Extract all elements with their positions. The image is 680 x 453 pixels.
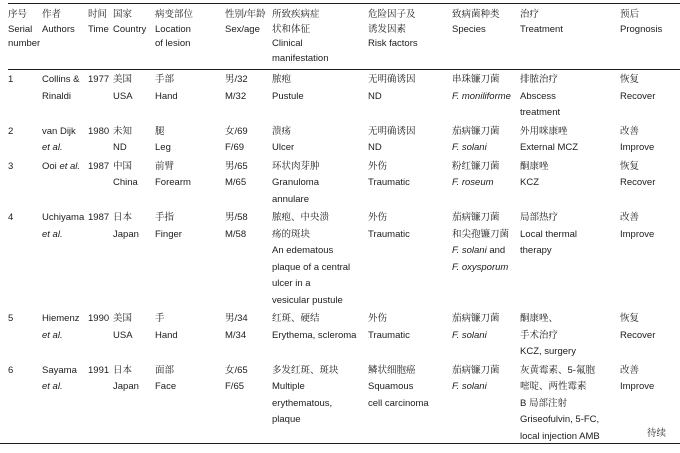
cell-country	[113, 70, 155, 122]
cell-prognosis-line: Improve	[620, 142, 655, 153]
cell-prognosis	[620, 122, 680, 157]
cell-treatment-line: 酮康唑	[520, 160, 549, 172]
cell-time-line: 1980	[88, 125, 110, 137]
cell-location-line: 腿	[155, 125, 165, 137]
cell-clinical	[272, 122, 368, 157]
cell-country-line: 未知	[113, 125, 133, 137]
cell-country-line: 美国	[113, 74, 133, 85]
column-header-time-line: 时间	[88, 9, 108, 20]
cell-clinical-line: 脓疱	[272, 74, 292, 85]
column-header-clinical-line: Clinical	[272, 38, 303, 49]
column-header-prognosis	[620, 4, 680, 70]
table-row	[8, 157, 680, 209]
cell-country-line: 中国	[113, 160, 133, 172]
cell-risk-factors-line: 无明确诱因	[368, 125, 416, 137]
cell-sex-age	[225, 122, 272, 157]
cell-sex-age	[225, 70, 272, 122]
cell-treatment-line: KCZ	[520, 177, 539, 188]
cell-country-line: ND	[113, 142, 127, 153]
cell-risk-factors	[368, 309, 452, 361]
cell-location-line: 手指	[155, 212, 175, 223]
cell-time	[88, 122, 113, 157]
cell-clinical-line: plaque of a central	[272, 261, 351, 273]
cell-authors	[42, 309, 88, 361]
cell-serial	[8, 157, 42, 209]
header-row	[8, 4, 680, 70]
cell-species-line: F. solani	[452, 381, 487, 392]
cell-country-line: USA	[113, 329, 133, 341]
cell-location-line: Forearm	[155, 177, 191, 188]
cell-country	[113, 309, 155, 361]
cell-risk-factors	[368, 361, 452, 446]
cell-species	[452, 70, 520, 122]
bottom-border-line	[0, 443, 680, 444]
cell-authors-line: et al.	[42, 329, 63, 341]
cell-risk-factors-line: ND	[368, 142, 382, 153]
cell-serial-line: 4	[8, 212, 14, 223]
cell-risk-factors-line: 外伤	[368, 313, 388, 324]
cell-treatment	[520, 361, 620, 446]
cell-authors-line: et al.	[42, 142, 63, 153]
cell-risk-factors-line: 鳞状细胞癌	[368, 364, 416, 376]
cell-location-line: 手部	[155, 74, 175, 85]
cell-serial-line: 3	[8, 160, 14, 172]
cell-risk-factors	[368, 208, 452, 309]
cell-species-line: F. solani and	[452, 245, 506, 256]
column-header-clinical-line: 状和体征	[272, 23, 311, 35]
column-header-sex-age	[225, 4, 272, 70]
cell-treatment	[520, 208, 620, 309]
cell-location-line: Finger	[155, 228, 182, 240]
cell-risk-factors-line: Squamous	[368, 381, 414, 392]
cell-treatment-line: Griseofulvin, 5-FC,	[520, 414, 600, 425]
cell-prognosis	[620, 208, 680, 309]
column-header-sex-age-line: 性别/年龄	[225, 9, 266, 20]
cell-time-line: 1977	[88, 74, 110, 85]
cell-treatment-line: B 局部注射	[520, 397, 567, 409]
cell-clinical-line: 多发红斑、斑块	[272, 364, 339, 376]
cell-species-line: 粉红镰刀菌	[452, 160, 500, 172]
cell-clinical-line: Granuloma	[272, 177, 319, 188]
column-header-time-line: Time	[88, 23, 109, 35]
cell-sex-age-line: M/65	[225, 177, 247, 188]
column-header-prognosis-line: Prognosis	[620, 23, 663, 35]
cell-time	[88, 70, 113, 122]
cell-time	[88, 309, 113, 361]
cell-authors-line: Sayama	[42, 364, 77, 376]
cell-serial	[8, 122, 42, 157]
cell-treatment-line: treatment	[520, 107, 561, 118]
cell-location-line: Hand	[155, 90, 178, 102]
cell-authors	[42, 122, 88, 157]
cell-treatment-line: local injection AMB	[520, 430, 600, 442]
cell-time	[88, 361, 113, 446]
column-header-serial-line: Serial	[8, 23, 33, 35]
cell-sex-age	[225, 208, 272, 309]
cell-serial-line: 5	[8, 313, 14, 324]
cell-prognosis-line: 改善	[620, 364, 640, 376]
cell-risk-factors-line: Traumatic	[368, 228, 410, 240]
cell-clinical-line: 红斑、硬结	[272, 313, 320, 324]
cell-location	[155, 208, 225, 309]
cell-prognosis-line: Improve	[620, 228, 655, 240]
cell-authors-line: Collins &	[42, 74, 80, 85]
cell-time	[88, 157, 113, 209]
cell-treatment-line: 手术治疗	[520, 329, 559, 341]
cell-sex-age-line: 男/58	[225, 212, 248, 223]
cell-risk-factors	[368, 70, 452, 122]
table-row	[8, 361, 680, 446]
cell-sex-age-line: M/32	[225, 90, 247, 102]
cell-risk-factors-line: 外伤	[368, 160, 388, 172]
cell-serial-line: 6	[8, 364, 14, 376]
cell-treatment-line: 局部热疗	[520, 212, 559, 223]
cell-country-line: USA	[113, 90, 133, 102]
cell-clinical-line: 脓疱、中央溃	[272, 212, 330, 223]
cell-species	[452, 309, 520, 361]
column-header-species-line: Species	[452, 23, 486, 35]
table-body	[8, 70, 680, 446]
cell-clinical-line: 环状肉芽肿	[272, 160, 320, 172]
cell-serial	[8, 70, 42, 122]
column-header-treatment-line: Treatment	[520, 23, 563, 35]
cell-clinical-line: Multiple	[272, 381, 305, 392]
column-header-serial-line: number	[8, 38, 41, 49]
cell-clinical-line: 溃疡	[272, 125, 292, 137]
cell-authors	[42, 157, 88, 209]
table-row	[8, 208, 680, 309]
cell-serial	[8, 361, 42, 446]
cell-location-line: Face	[155, 381, 177, 392]
cell-location-line: 面部	[155, 364, 175, 376]
cell-risk-factors-line: 外伤	[368, 212, 388, 223]
cell-authors-line: Hiemenz	[42, 313, 80, 324]
column-header-country	[113, 4, 155, 70]
cell-country	[113, 361, 155, 446]
cell-risk-factors	[368, 157, 452, 209]
cell-location	[155, 70, 225, 122]
cell-clinical-line: An edematous	[272, 245, 334, 256]
cell-clinical	[272, 361, 368, 446]
cell-sex-age-line: 女/69	[225, 125, 248, 137]
table-header	[8, 4, 680, 70]
cell-sex-age-line: F/65	[225, 381, 245, 392]
column-header-treatment	[520, 4, 620, 70]
cell-serial-line: 1	[8, 74, 14, 85]
column-header-prognosis-line: 预后	[620, 9, 640, 20]
cell-country-line: 美国	[113, 313, 133, 324]
cell-species-line: F. moniliforme	[452, 90, 511, 102]
case-report-table	[8, 3, 680, 445]
cell-species-line: 茄病镰刀菌	[452, 313, 500, 324]
cell-authors-line: Ooi et al.	[42, 160, 81, 172]
cell-sex-age	[225, 157, 272, 209]
column-header-location-line: of lesion	[155, 38, 191, 49]
cell-location-line: 手	[155, 313, 165, 324]
cell-clinical-line: Pustule	[272, 90, 304, 102]
cell-treatment-line: 灰黄霉素、5-氟胞	[520, 364, 595, 376]
cell-authors	[42, 361, 88, 446]
table-row	[8, 122, 680, 157]
cell-clinical-line: Erythema, scleroma	[272, 329, 357, 341]
column-header-risk-factors-line: Risk factors	[368, 38, 418, 49]
cell-country-line: China	[113, 177, 138, 188]
cell-species-line: F. oxysporum	[452, 261, 509, 273]
cell-clinical-line: vesicular pustule	[272, 294, 343, 306]
column-header-clinical	[272, 4, 368, 70]
cell-risk-factors-line: 无明确诱因	[368, 74, 416, 85]
cell-treatment-line: therapy	[520, 245, 552, 256]
cell-species-line: 茄病镰刀菌	[452, 125, 500, 137]
cell-location-line: Leg	[155, 142, 171, 153]
column-header-treatment-line: 治疗	[520, 9, 540, 20]
cell-prognosis-line: 恢复	[620, 160, 640, 172]
table-row	[8, 70, 680, 122]
cell-species	[452, 361, 520, 446]
cell-time-line: 1987	[88, 160, 110, 172]
cell-clinical-line: plaque	[272, 414, 301, 425]
cell-treatment-line: KCZ, surgery	[520, 346, 576, 357]
cell-prognosis	[620, 70, 680, 122]
cell-authors-line: Uchiyama	[42, 212, 85, 223]
cell-prognosis-line: 改善	[620, 212, 640, 223]
cell-location	[155, 157, 225, 209]
cell-prognosis-line: 恢复	[620, 74, 640, 85]
cell-location	[155, 361, 225, 446]
cell-authors-line: et al.	[42, 381, 63, 392]
column-header-risk-factors-line: 危险因子及	[368, 9, 416, 20]
cell-treatment	[520, 122, 620, 157]
cell-treatment-line: Local thermal	[520, 228, 578, 240]
cell-risk-factors-line: cell carcinoma	[368, 397, 429, 409]
cell-sex-age-line: M/58	[225, 228, 247, 240]
cell-country	[113, 157, 155, 209]
cell-country-line: 日本	[113, 364, 133, 376]
cell-sex-age-line: 女/65	[225, 364, 248, 376]
column-header-species	[452, 4, 520, 70]
cell-clinical-line: Ulcer	[272, 142, 295, 153]
cell-treatment-line: Abscess	[520, 90, 556, 102]
cell-country-line: Japan	[113, 228, 139, 240]
cell-species-line: F. roseum	[452, 177, 494, 188]
cell-sex-age	[225, 361, 272, 446]
column-header-risk-factors-line: 诱发因素	[368, 23, 407, 35]
cell-location-line: 前臂	[155, 160, 175, 172]
cell-sex-age-line: M/34	[225, 329, 247, 341]
cell-clinical-line: annulare	[272, 193, 309, 205]
cell-authors	[42, 208, 88, 309]
cell-time	[88, 208, 113, 309]
cell-risk-factors-line: Traumatic	[368, 177, 410, 188]
cell-species-line: F. solani	[452, 142, 487, 153]
cell-prognosis-line: 恢复	[620, 313, 640, 324]
cell-prognosis-line: 改善	[620, 125, 640, 137]
cell-clinical-line: 疡的斑块	[272, 228, 311, 240]
cell-clinical	[272, 70, 368, 122]
column-header-country-line: 国家	[113, 9, 133, 20]
column-header-time	[88, 4, 113, 70]
cell-authors-line: Rinaldi	[42, 90, 72, 102]
cell-treatment-line: 外用咪康唑	[520, 125, 568, 137]
cell-prognosis-line: Improve	[620, 381, 655, 392]
cell-serial-line: 2	[8, 125, 14, 137]
cell-prognosis	[620, 309, 680, 361]
cell-serial	[8, 309, 42, 361]
cell-country	[113, 208, 155, 309]
cell-treatment-line: 酮康唑、	[520, 313, 559, 324]
cell-sex-age-line: 男/32	[225, 74, 248, 85]
cell-location-line: Hand	[155, 329, 178, 341]
column-header-serial	[8, 4, 42, 70]
cell-species	[452, 208, 520, 309]
cell-serial	[8, 208, 42, 309]
cell-species-line: 串珠镰刀菌	[452, 74, 500, 85]
cell-sex-age-line: 男/34	[225, 313, 248, 324]
cell-treatment-line: 嘧啶、两性霉素	[520, 381, 587, 392]
cell-risk-factors-line: ND	[368, 90, 382, 102]
cell-location	[155, 309, 225, 361]
column-header-location-line: Location	[155, 23, 191, 35]
column-header-sex-age-line: Sex/age	[225, 23, 260, 35]
cell-location	[155, 122, 225, 157]
cell-authors-line: et al.	[42, 228, 63, 240]
table-row	[8, 309, 680, 361]
cell-species	[452, 157, 520, 209]
cell-prognosis	[620, 157, 680, 209]
cell-clinical	[272, 157, 368, 209]
cell-authors-line: van Dijk	[42, 125, 76, 137]
cell-authors	[42, 70, 88, 122]
cell-prognosis-line: Recover	[620, 90, 656, 102]
cell-species-line: F. solani	[452, 329, 487, 341]
cell-treatment-line: 排脓治疗	[520, 74, 559, 85]
column-header-clinical-line: manifestation	[272, 52, 329, 64]
cell-sex-age-line: F/69	[225, 142, 245, 153]
cell-country	[113, 122, 155, 157]
cell-time-line: 1991	[88, 364, 110, 376]
cell-species-line: 茄病镰刀菌	[452, 364, 500, 376]
cell-risk-factors-line: Traumatic	[368, 329, 410, 341]
column-header-country-line: Country	[113, 23, 147, 35]
cell-clinical-line: ulcer in a	[272, 278, 311, 289]
continued-note: 待续	[646, 428, 666, 439]
cell-treatment	[520, 309, 620, 361]
cell-country-line: Japan	[113, 381, 139, 392]
cell-treatment	[520, 157, 620, 209]
column-header-authors	[42, 4, 88, 70]
cell-sex-age	[225, 309, 272, 361]
cell-prognosis-line: Recover	[620, 329, 656, 341]
cell-prognosis-line: Recover	[620, 177, 656, 188]
column-header-authors-line: Authors	[42, 23, 75, 35]
cell-treatment-line: External MCZ	[520, 142, 579, 153]
cell-species	[452, 122, 520, 157]
column-header-location-line: 病变部位	[155, 9, 194, 20]
cell-species-line: 茄病镰刀菌	[452, 212, 500, 223]
cell-time-line: 1987	[88, 212, 110, 223]
cell-treatment	[520, 70, 620, 122]
cell-risk-factors	[368, 122, 452, 157]
column-header-species-line: 致病菌种类	[452, 9, 500, 20]
column-header-serial-line: 序号	[8, 9, 28, 20]
cell-sex-age-line: 男/65	[225, 160, 248, 172]
cell-clinical-line: erythematous,	[272, 397, 333, 409]
cell-country-line: 日本	[113, 212, 133, 223]
column-header-clinical-line: 所致疾病症	[272, 9, 320, 20]
cell-species-line: 和尖孢镰刀菌	[452, 228, 510, 240]
cell-clinical	[272, 208, 368, 309]
cell-clinical	[272, 309, 368, 361]
column-header-risk-factors	[368, 4, 452, 70]
cell-time-line: 1990	[88, 313, 110, 324]
column-header-location	[155, 4, 225, 70]
column-header-authors-line: 作者	[42, 9, 62, 20]
